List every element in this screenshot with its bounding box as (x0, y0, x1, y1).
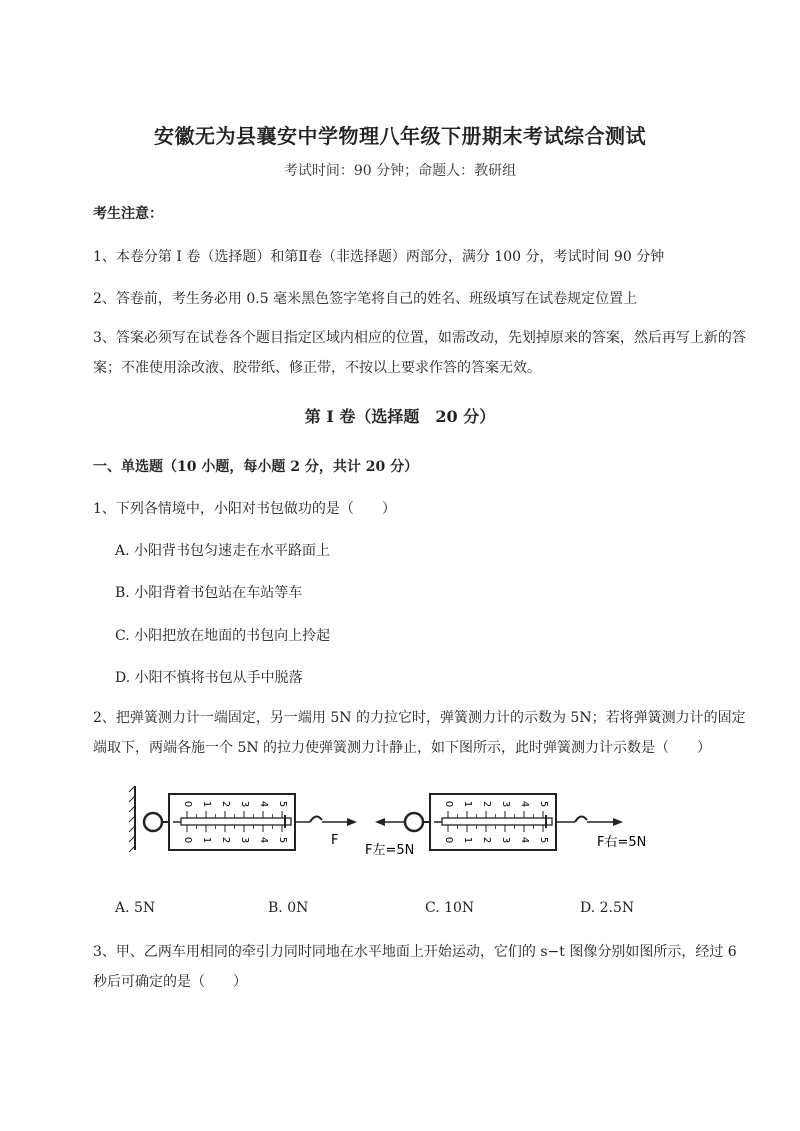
force-label-f: F (331, 833, 339, 848)
scale-digit-bottom: 4 (519, 836, 530, 844)
scale-digit-bottom: 2 (220, 836, 231, 844)
question-2-stem: 2、把弹簧测力计一端固定，另一端用 5N 的力拉它时，弹簧测力计的示数为 5N；若将弹簧测力计的固定端取下，两端各施一个 5N 的拉力使弹簧测力计静止，如下图所示，此时弹簧测力计示数是（ ） (93, 710, 746, 756)
scale-digit-top: 5 (538, 800, 549, 808)
scale-digit-top: 3 (239, 800, 250, 808)
scale-digit-bottom: 0 (443, 836, 454, 844)
force-label-left: F左=5N (365, 843, 415, 858)
scale-digit-top: 1 (462, 800, 473, 808)
wall (129, 786, 135, 852)
question-2-option-d[interactable]: D. 2.5N (580, 900, 635, 916)
scale-digit-top: 0 (182, 800, 193, 808)
question-1-option-a[interactable]: A. 小阳背书包匀速走在水平路面上 (115, 543, 331, 559)
scale-digit-top: 4 (519, 800, 530, 808)
question-1-option-b[interactable]: B. 小阳背着书包站在车站等车 (115, 585, 303, 601)
section-title: 第 I 卷（选择题 20 分） (304, 407, 496, 426)
scale-digit-bottom: 5 (277, 836, 288, 844)
scale-digit-bottom: 3 (500, 836, 511, 844)
question-1-option-c[interactable]: C. 小阳把放在地面的书包向上拎起 (115, 628, 331, 644)
force-label-right: F右=5N (597, 835, 647, 850)
page-subtitle: 考试时间：90 分钟；命题人：教研组 (283, 163, 517, 179)
scale-digit-top: 2 (220, 800, 231, 808)
notice-heading: 考生注意： (93, 206, 163, 222)
scale-digit-bottom: 3 (239, 836, 250, 844)
scale-digit-top: 0 (443, 800, 454, 808)
question-3-stem: 3、甲、乙两车用相同的牵引力同时同地在水平地面上开始运动，它们的 s−t 图像分别如图所示，经过 6 秒后可确定的是（ ） (93, 944, 737, 990)
scale-digit-bottom: 1 (462, 836, 473, 844)
notice-item-1: 1、本卷分第 I 卷（选择题）和第Ⅱ卷（非选择题）两部分，满分 100 分，考试时间 90 分钟 (93, 249, 665, 265)
scale-digit-bottom: 0 (182, 836, 193, 844)
scale-digit-bottom: 5 (538, 836, 549, 844)
question-2-option-c[interactable]: C. 10N (425, 900, 475, 916)
question-2-option-b[interactable]: B. 0N (268, 900, 309, 916)
notice-item-2: 2、答卷前，考生务必用 0.5 毫米黑色签字笔将自己的姓名、班级填写在试卷规定位置上 (93, 291, 638, 307)
scale-digit-bottom: 2 (481, 836, 492, 844)
spring-scale-right (375, 794, 623, 850)
scale-digit-bottom: 1 (201, 836, 212, 844)
scale-digit-bottom: 4 (258, 836, 269, 844)
scale-digit-top: 4 (258, 800, 269, 808)
question-2-option-a[interactable]: A. 5N (115, 900, 156, 916)
spring-scale-figure (125, 778, 665, 873)
question-1-option-d[interactable]: D. 小阳不慎将书包从手中脱落 (115, 670, 303, 686)
scale-digit-top: 2 (481, 800, 492, 808)
part-title: 一、单选题（10 小题，每小题 2 分，共计 20 分） (93, 459, 419, 475)
scale-digit-top: 5 (277, 800, 288, 808)
page-title: 安徽无为县襄安中学物理八年级下册期末考试综合测试 (154, 124, 646, 148)
scale-digit-top: 1 (201, 800, 212, 808)
scale-digit-top: 3 (500, 800, 511, 808)
notice-item-3: 3、答案必须写在试卷各个题目指定区域内相应的位置，如需改动，先划掉原来的答案，然后再写上新的答案；不准使用涂改液、胶带纸、修正带，不按以上要求作答的答案无效。 (93, 330, 746, 376)
question-1-stem: 1、下列各情境中，小阳对书包做功的是（ ） (93, 501, 396, 517)
